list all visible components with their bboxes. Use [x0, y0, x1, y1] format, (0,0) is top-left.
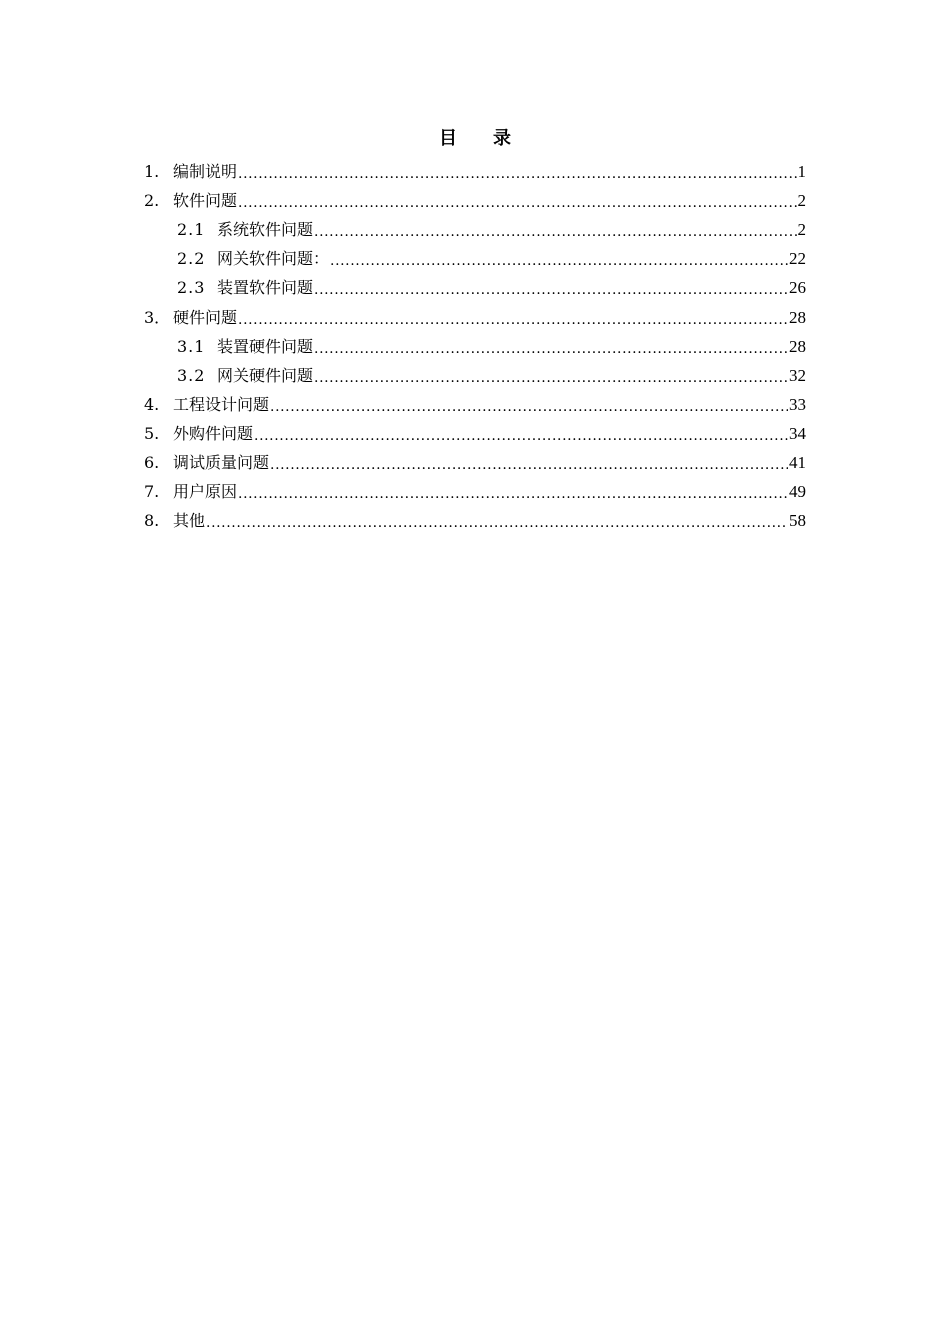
- toc-entry-2[interactable]: [144, 186, 806, 215]
- toc-entry-text: 软件问题: [173, 191, 238, 211]
- dot-leader: [270, 390, 788, 419]
- toc-entry-6[interactable]: [144, 448, 806, 477]
- dot-leader: [314, 273, 788, 302]
- toc-entry-text: 用户原因: [173, 482, 238, 502]
- toc-entry-text: 网关软件问题：: [217, 249, 330, 269]
- toc-entry-page: 2: [797, 191, 806, 211]
- toc-entry-text: 其他: [173, 511, 206, 531]
- dot-leader: [238, 186, 796, 215]
- dot-leader: [238, 477, 788, 506]
- toc-list: [144, 157, 806, 535]
- toc-entry-page: 34: [789, 423, 806, 443]
- toc-entry-3-1[interactable]: [144, 332, 806, 361]
- dot-leader: [330, 244, 788, 273]
- toc-entry-number: 3．: [144, 307, 171, 327]
- toc-entry-number: 5.: [144, 423, 160, 443]
- toc-entry-text: 网关硬件问题: [217, 365, 314, 385]
- dot-leader: [238, 157, 796, 186]
- toc-entry-text: 外购件问题: [173, 423, 254, 443]
- toc-entry-page: 33: [789, 394, 806, 414]
- toc-title: 目 录: [439, 128, 511, 149]
- dot-leader: [314, 332, 788, 361]
- dot-leader: [314, 215, 796, 244]
- toc-entry-number: 2.3: [177, 278, 206, 298]
- toc-entry-number: 3.1: [177, 336, 206, 356]
- toc-entry-number: 6.: [144, 453, 160, 473]
- toc-entry-page: 22: [789, 249, 806, 269]
- toc-entry-text: 工程设计问题: [173, 394, 270, 414]
- toc-entry-8[interactable]: [144, 506, 806, 535]
- toc-entry-page: 1: [797, 162, 806, 182]
- toc-entry-text: 硬件问题: [173, 307, 238, 327]
- dot-leader: [314, 361, 788, 390]
- toc-entry-2-3[interactable]: [144, 273, 806, 302]
- toc-entry-text: 系统软件问题: [217, 220, 314, 240]
- toc-entry-1[interactable]: [144, 157, 806, 186]
- toc-entry-7[interactable]: [144, 477, 806, 506]
- toc-entry-page: 49: [789, 482, 806, 502]
- toc-entry-page: 28: [789, 336, 806, 356]
- toc-entry-number: 7.: [144, 482, 160, 502]
- dot-leader: [238, 303, 788, 332]
- toc-entry-page: 26: [789, 278, 806, 298]
- toc-entry-5[interactable]: [144, 419, 806, 448]
- toc-entry-number: 2.1: [177, 220, 206, 240]
- toc-entry-text: 编制说明: [173, 162, 238, 182]
- toc-entry-page: 28: [789, 307, 806, 327]
- toc-entry-number: 1.: [144, 162, 160, 182]
- toc-entry-2-1[interactable]: [144, 215, 806, 244]
- toc-entry-3[interactable]: [144, 302, 806, 331]
- toc-entry-page: 2: [797, 220, 806, 240]
- toc-entry-number: 3.2: [177, 365, 206, 385]
- toc-entry-number: 8.: [144, 511, 160, 531]
- toc-entry-text: 调试质量问题: [173, 453, 270, 473]
- toc-entry-2-2[interactable]: [144, 244, 806, 273]
- toc-entry-page: 41: [789, 453, 806, 473]
- dot-leader: [254, 419, 788, 448]
- dot-leader: [270, 448, 788, 477]
- toc-entry-number: 4.: [144, 394, 160, 414]
- toc-entry-number: 2.2: [177, 249, 206, 269]
- dot-leader: [206, 506, 788, 535]
- toc-entry-text: 装置硬件问题: [217, 336, 314, 356]
- toc-entry-4[interactable]: [144, 390, 806, 419]
- toc-entry-text: 装置软件问题: [217, 278, 314, 298]
- toc-entry-number: 2.: [144, 191, 160, 211]
- toc-entry-page: 58: [789, 511, 806, 531]
- toc-entry-page: 32: [789, 365, 806, 385]
- toc-entry-3-2[interactable]: [144, 361, 806, 390]
